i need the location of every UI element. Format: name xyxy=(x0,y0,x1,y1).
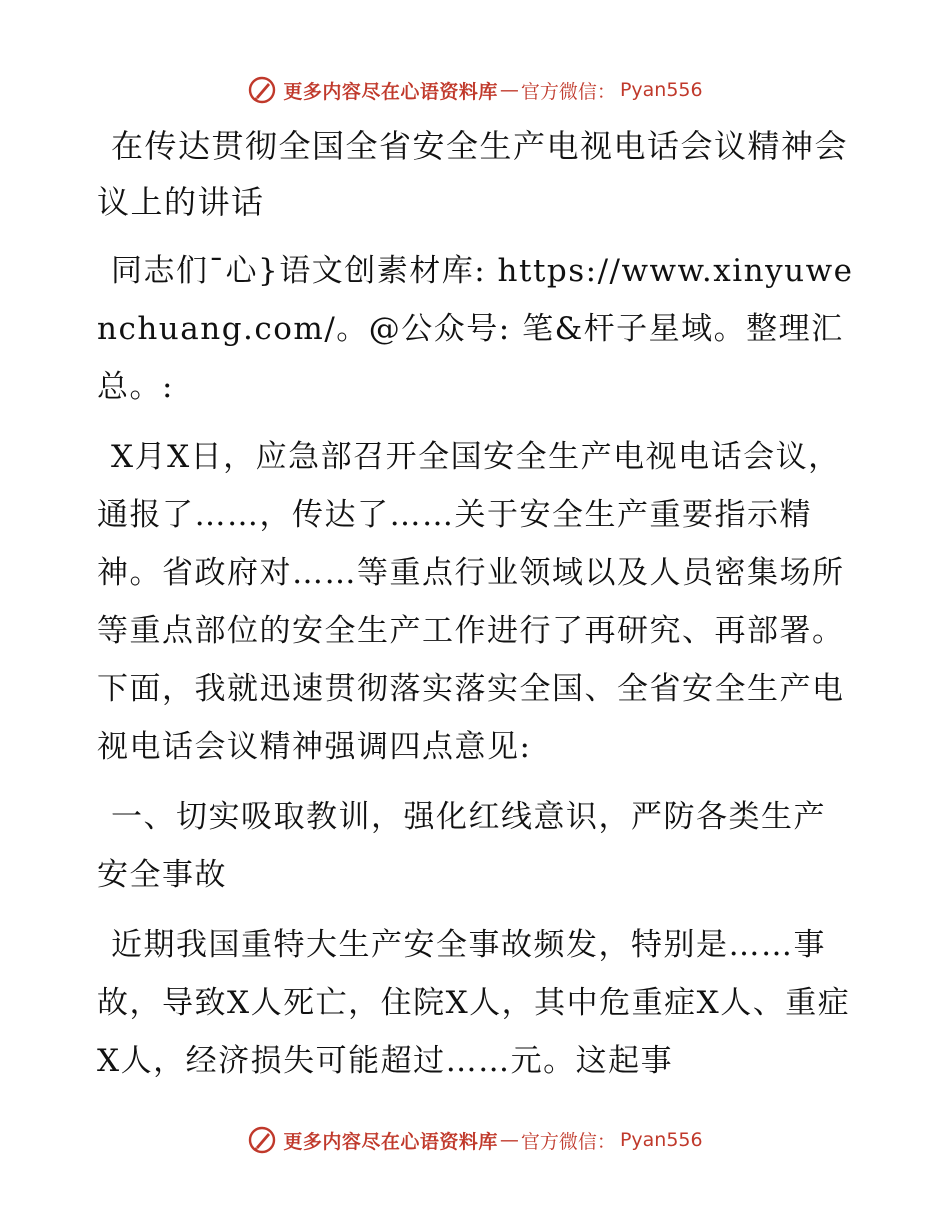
banner-main-text: 更多内容尽在心语资料库 xyxy=(283,80,498,103)
watermark-banner-bottom xyxy=(0,1120,950,1160)
banner-sub-text: 官方微信： xyxy=(520,1130,616,1153)
greeting-paragraph: 同志们¯心}语文创素材库: https://www.xinyuwenchuang.com/。@公众号: 笔&杆子星域。整理汇总。: xyxy=(97,253,854,405)
section-heading-1: 一、切实吸取教训，强化红线意识，严防各类生产安全事故 xyxy=(97,799,826,893)
document-body xyxy=(97,118,857,1102)
body-paragraph-1: X月X日，应急部召开全国安全生产电视电话会议，通报了……，传达了……关于安全生产重要指示精神。省政府对……等重点行业领域以及人员密集场所等重点部位的安全生产工作进行了再研究、再部署。下面，我就迅速贯彻落实落实全国、全省安全生产电视电话会议精神强调四点意见: xyxy=(97,439,845,765)
document-title: 在传达贯彻全国全省安全生产电视电话会议精神会议上的讲话 xyxy=(97,127,849,221)
banner-main-text: 更多内容尽在心语资料库 xyxy=(283,1130,498,1153)
quill-logo-icon xyxy=(247,75,277,105)
watermark-banner-top xyxy=(0,70,950,110)
banner-sub-text: 官方微信： xyxy=(520,80,616,103)
banner-dash: — xyxy=(499,1129,519,1151)
quill-logo-icon xyxy=(247,1125,277,1155)
banner-handle: Pyan556 xyxy=(619,1129,703,1151)
body-paragraph-2: 近期我国重特大生产安全事故频发，特别是……事故，导致X人死亡，住院X人，其中危重症X人、重症X人，经济损失可能超过……元。这起事 xyxy=(97,927,851,1079)
banner-dash: — xyxy=(499,79,519,101)
banner-handle: Pyan556 xyxy=(619,79,703,101)
